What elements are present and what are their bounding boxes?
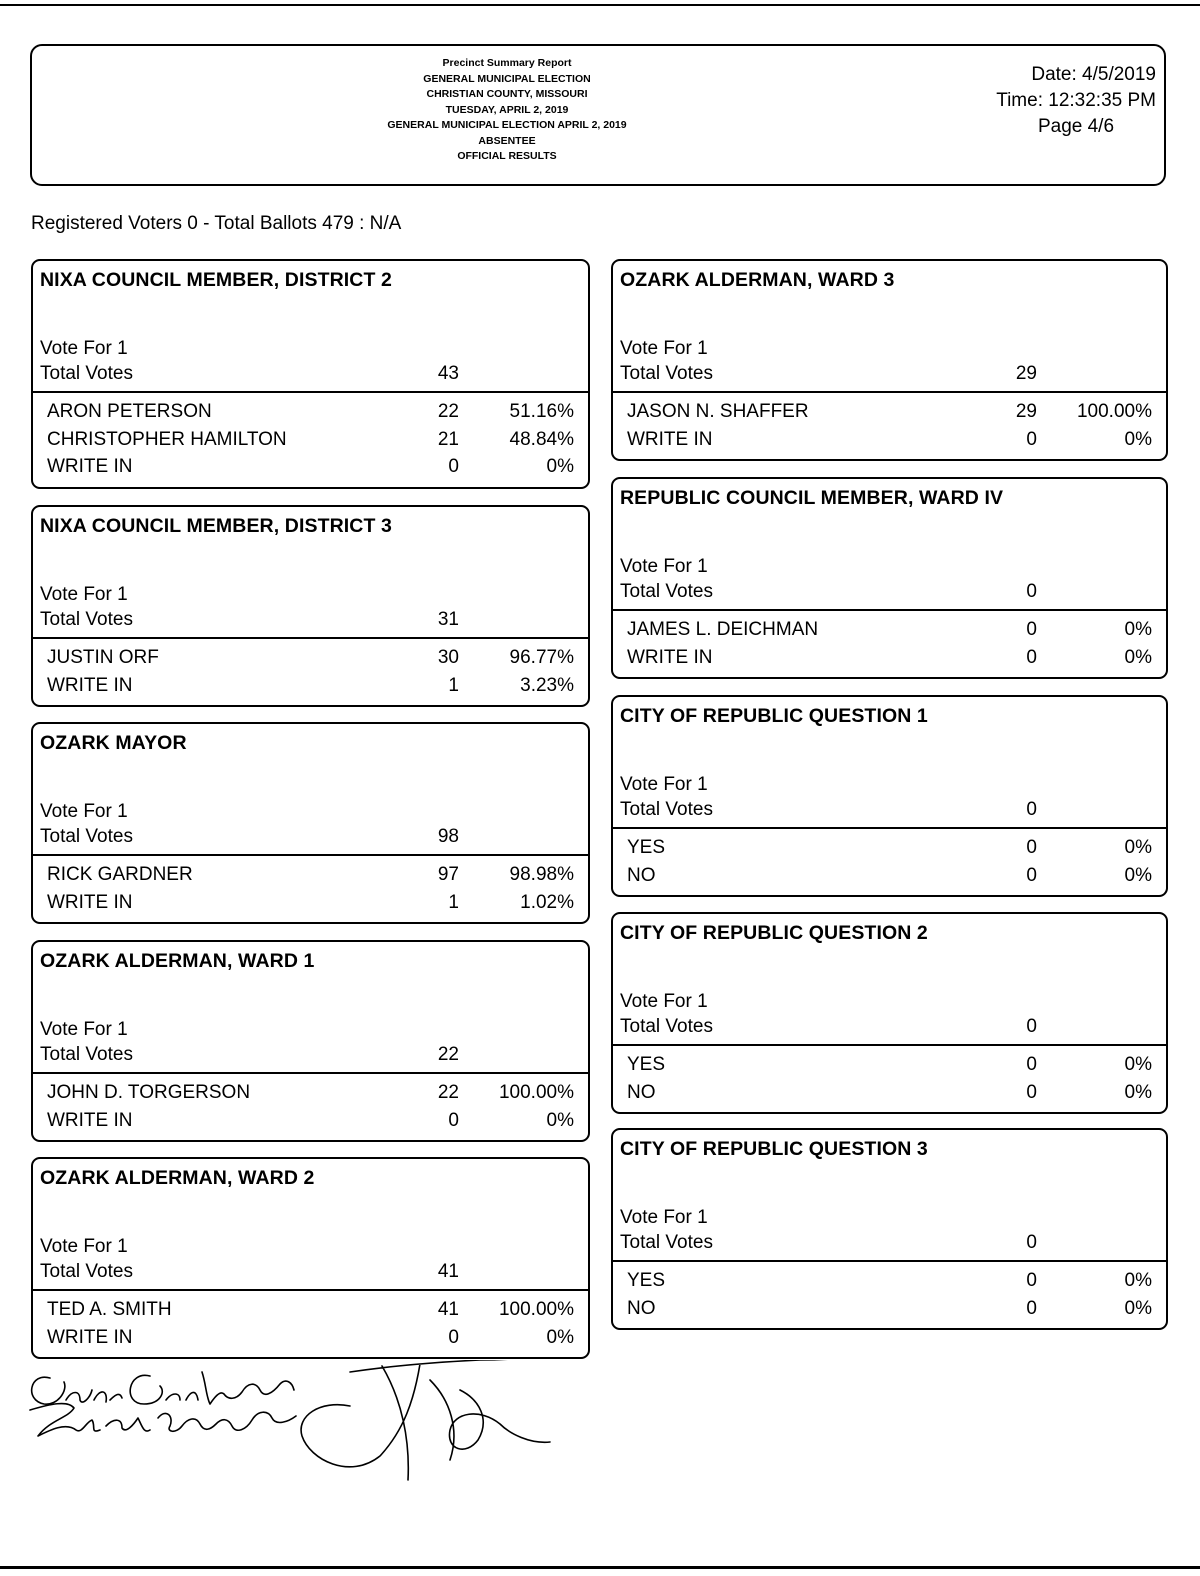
contest-title: CITY OF REPUBLIC QUESTION 3 bbox=[620, 1138, 928, 1160]
choice-votes: 1 bbox=[448, 674, 459, 696]
choice-name: WRITE IN bbox=[47, 891, 133, 913]
choice-percent: 100.00% bbox=[498, 1299, 574, 1320]
vote-for-label: Vote For 1 bbox=[620, 556, 708, 577]
contest-box-nixa-council-member-district-3 bbox=[31, 505, 590, 707]
contest-box-ozark-alderman-ward-2 bbox=[31, 1157, 590, 1359]
contest-title: OZARK ALDERMAN, WARD 1 bbox=[40, 950, 315, 972]
choice-row bbox=[613, 429, 1166, 456]
scan-edge-bottom bbox=[0, 1566, 1200, 1569]
vote-for-label: Vote For 1 bbox=[40, 1236, 128, 1257]
choice-votes: 41 bbox=[437, 1299, 459, 1320]
election-day: TUESDAY, APRIL 2, 2019 bbox=[445, 103, 569, 116]
choice-percent: 0% bbox=[1124, 428, 1152, 450]
contest-title: OZARK ALDERMAN, WARD 2 bbox=[40, 1167, 315, 1189]
registered-voters-summary: Registered Voters 0 - Total Ballots 479 : N/A bbox=[31, 213, 402, 234]
choice-name: NO bbox=[627, 864, 656, 886]
results-status: OFFICIAL RESULTS bbox=[457, 150, 557, 162]
total-votes-value: 31 bbox=[437, 609, 459, 630]
choice-percent: 0% bbox=[546, 1109, 574, 1131]
contest-box-city-of-republic-question-3 bbox=[611, 1128, 1168, 1330]
total-votes-value: 41 bbox=[437, 1261, 459, 1282]
vote-for-label: Vote For 1 bbox=[40, 338, 128, 359]
report-date: Date: 4/5/2019 bbox=[1031, 64, 1156, 85]
contest-box-ozark-alderman-ward-1 bbox=[31, 940, 590, 1142]
choice-name: NO bbox=[627, 1297, 656, 1319]
total-votes-value: 43 bbox=[437, 363, 459, 384]
choice-votes: 0 bbox=[1026, 864, 1037, 886]
total-votes-value: 0 bbox=[1026, 581, 1037, 602]
election-full-name: GENERAL MUNICIPAL ELECTION APRIL 2, 2019 bbox=[387, 119, 627, 131]
section-divider bbox=[31, 1072, 590, 1074]
section-divider bbox=[31, 391, 590, 393]
choice-votes: 0 bbox=[1026, 837, 1037, 858]
choice-percent: 0% bbox=[1124, 1081, 1152, 1103]
vote-for-label: Vote For 1 bbox=[40, 584, 128, 605]
contest-title: NIXA COUNCIL MEMBER, DISTRICT 2 bbox=[40, 269, 392, 291]
choice-row bbox=[613, 1270, 1166, 1297]
contest-title: CITY OF REPUBLIC QUESTION 2 bbox=[620, 922, 928, 944]
choice-row bbox=[613, 1298, 1166, 1325]
choice-row bbox=[33, 401, 588, 428]
choice-row bbox=[33, 864, 588, 891]
section-divider bbox=[611, 1260, 1168, 1262]
election-name: GENERAL MUNICIPAL ELECTION bbox=[423, 72, 591, 85]
choice-votes: 97 bbox=[437, 864, 459, 885]
choice-row bbox=[613, 837, 1166, 864]
choice-votes: 0 bbox=[1026, 1054, 1037, 1075]
contest-title: OZARK ALDERMAN, WARD 3 bbox=[620, 269, 895, 291]
choice-percent: 0% bbox=[546, 456, 574, 477]
total-votes-label: Total Votes bbox=[40, 1261, 133, 1282]
total-votes-label: Total Votes bbox=[40, 826, 133, 847]
choice-name: JOHN D. TORGERSON bbox=[47, 1082, 251, 1103]
total-votes-value: 22 bbox=[437, 1044, 459, 1065]
choice-row bbox=[33, 1082, 588, 1109]
contest-box-republic-council-member-ward-iv bbox=[611, 477, 1168, 679]
choice-row bbox=[33, 675, 588, 702]
choice-row bbox=[33, 892, 588, 919]
section-divider bbox=[31, 637, 590, 639]
choice-row bbox=[33, 647, 588, 674]
section-divider bbox=[611, 609, 1168, 611]
total-votes-label: Total Votes bbox=[620, 363, 713, 384]
choice-name: JUSTIN ORF bbox=[47, 647, 159, 668]
choice-row bbox=[33, 1299, 588, 1326]
choice-name: RICK GARDNER bbox=[47, 864, 193, 885]
choice-row bbox=[613, 619, 1166, 646]
choice-row bbox=[613, 865, 1166, 892]
total-votes-label: Total Votes bbox=[620, 1232, 713, 1253]
choice-row bbox=[33, 1327, 588, 1354]
choice-percent: 96.77% bbox=[509, 647, 574, 668]
choice-votes: 0 bbox=[1026, 1297, 1037, 1319]
choice-votes: 0 bbox=[448, 1109, 459, 1131]
report-header bbox=[30, 44, 1166, 186]
choice-row bbox=[33, 456, 588, 483]
contest-title: CITY OF REPUBLIC QUESTION 1 bbox=[620, 705, 928, 727]
county-name: CHRISTIAN COUNTY, MISSOURI bbox=[426, 88, 588, 100]
contest-box-ozark-alderman-ward-3 bbox=[611, 259, 1168, 461]
choice-percent: 0% bbox=[1124, 1270, 1152, 1291]
total-votes-value: 0 bbox=[1026, 1016, 1037, 1037]
contest-box-ozark-mayor bbox=[31, 722, 590, 924]
section-divider bbox=[611, 1044, 1168, 1046]
choice-percent: 0% bbox=[1124, 646, 1152, 668]
choice-votes: 0 bbox=[1026, 1270, 1037, 1291]
report-time: Time: 12:32:35 PM bbox=[996, 90, 1156, 111]
choice-votes: 0 bbox=[448, 1326, 459, 1348]
vote-for-label: Vote For 1 bbox=[40, 801, 128, 822]
choice-votes: 1 bbox=[448, 891, 459, 913]
page-number: Page 4/6 bbox=[1037, 116, 1115, 137]
choice-votes: 30 bbox=[437, 647, 459, 668]
choice-name: WRITE IN bbox=[627, 428, 713, 450]
total-votes-value: 29 bbox=[1015, 363, 1037, 384]
total-votes-value: 0 bbox=[1026, 1232, 1037, 1253]
choice-name: WRITE IN bbox=[47, 456, 133, 477]
choice-percent: 1.02% bbox=[520, 891, 574, 913]
vote-for-label: Vote For 1 bbox=[40, 1019, 128, 1040]
total-votes-label: Total Votes bbox=[620, 581, 713, 602]
signature-1 bbox=[32, 1372, 294, 1404]
choice-votes: 0 bbox=[1026, 646, 1037, 668]
scan-edge-top bbox=[0, 4, 1200, 6]
choice-name: WRITE IN bbox=[627, 646, 713, 668]
choice-percent: 0% bbox=[1124, 1054, 1152, 1075]
choice-row bbox=[33, 1110, 588, 1137]
choice-percent: 0% bbox=[1124, 619, 1152, 640]
total-votes-label: Total Votes bbox=[40, 1044, 133, 1065]
choice-percent: 0% bbox=[1124, 1297, 1152, 1319]
choice-name: TED A. SMITH bbox=[47, 1299, 172, 1320]
choice-votes: 29 bbox=[1015, 401, 1037, 422]
choice-votes: 0 bbox=[1026, 428, 1037, 450]
precinct-name: ABSENTEE bbox=[478, 134, 536, 147]
total-votes-label: Total Votes bbox=[620, 1016, 713, 1037]
choice-percent: 51.16% bbox=[509, 401, 574, 422]
choice-row bbox=[613, 1054, 1166, 1081]
choice-percent: 98.98% bbox=[509, 864, 574, 885]
choice-row bbox=[613, 401, 1166, 428]
choice-percent: 3.23% bbox=[520, 674, 574, 696]
section-divider bbox=[611, 827, 1168, 829]
choice-percent: 0% bbox=[546, 1326, 574, 1348]
choice-name: JAMES L. DEICHMAN bbox=[627, 619, 819, 640]
choice-name: ARON PETERSON bbox=[47, 401, 212, 422]
report-title: Precinct Summary Report bbox=[442, 57, 572, 69]
choice-name: YES bbox=[627, 837, 666, 858]
official-signatures bbox=[10, 1360, 590, 1500]
choice-votes: 22 bbox=[437, 401, 459, 422]
choice-percent: 0% bbox=[1124, 837, 1152, 858]
choice-name: JASON N. SHAFFER bbox=[627, 401, 809, 422]
choice-votes: 22 bbox=[437, 1082, 459, 1103]
total-votes-value: 0 bbox=[1026, 799, 1037, 820]
contest-box-city-of-republic-question-1 bbox=[611, 695, 1168, 897]
vote-for-label: Vote For 1 bbox=[620, 991, 708, 1012]
contest-box-city-of-republic-question-2 bbox=[611, 912, 1168, 1114]
choice-row bbox=[613, 647, 1166, 674]
total-votes-label: Total Votes bbox=[40, 609, 133, 630]
total-votes-label: Total Votes bbox=[620, 799, 713, 820]
choice-name: WRITE IN bbox=[47, 674, 133, 696]
choice-percent: 100.00% bbox=[498, 1082, 574, 1103]
choice-votes: 21 bbox=[437, 428, 459, 450]
vote-for-label: Vote For 1 bbox=[620, 1207, 708, 1228]
contest-title: NIXA COUNCIL MEMBER, DISTRICT 3 bbox=[40, 515, 392, 537]
section-divider bbox=[611, 391, 1168, 393]
section-divider bbox=[31, 854, 590, 856]
choice-name: CHRISTOPHER HAMILTON bbox=[47, 428, 287, 450]
choice-name: YES bbox=[627, 1270, 666, 1291]
choice-row bbox=[613, 1082, 1166, 1109]
report-meta bbox=[956, 62, 1156, 140]
signature-2 bbox=[30, 1404, 296, 1436]
choice-name: NO bbox=[627, 1081, 656, 1103]
choice-votes: 0 bbox=[1026, 619, 1037, 640]
signature-3 bbox=[301, 1360, 550, 1480]
vote-for-label: Vote For 1 bbox=[620, 338, 708, 359]
choice-percent: 48.84% bbox=[509, 428, 574, 450]
total-votes-label: Total Votes bbox=[40, 363, 133, 384]
choice-name: WRITE IN bbox=[47, 1109, 133, 1131]
section-divider bbox=[31, 1289, 590, 1291]
choice-percent: 0% bbox=[1124, 864, 1152, 886]
vote-for-label: Vote For 1 bbox=[620, 774, 708, 795]
choice-row bbox=[33, 429, 588, 456]
choice-percent: 100.00% bbox=[1076, 401, 1152, 422]
choice-votes: 0 bbox=[448, 456, 459, 477]
choice-votes: 0 bbox=[1026, 1081, 1037, 1103]
contest-title: OZARK MAYOR bbox=[40, 732, 187, 754]
total-votes-value: 98 bbox=[437, 826, 459, 847]
choice-name: YES bbox=[627, 1054, 666, 1075]
choice-name: WRITE IN bbox=[47, 1326, 133, 1348]
report-heading bbox=[332, 56, 682, 165]
contest-box-nixa-council-member-district-2 bbox=[31, 259, 590, 489]
contest-title: REPUBLIC COUNCIL MEMBER, WARD IV bbox=[620, 487, 1004, 509]
